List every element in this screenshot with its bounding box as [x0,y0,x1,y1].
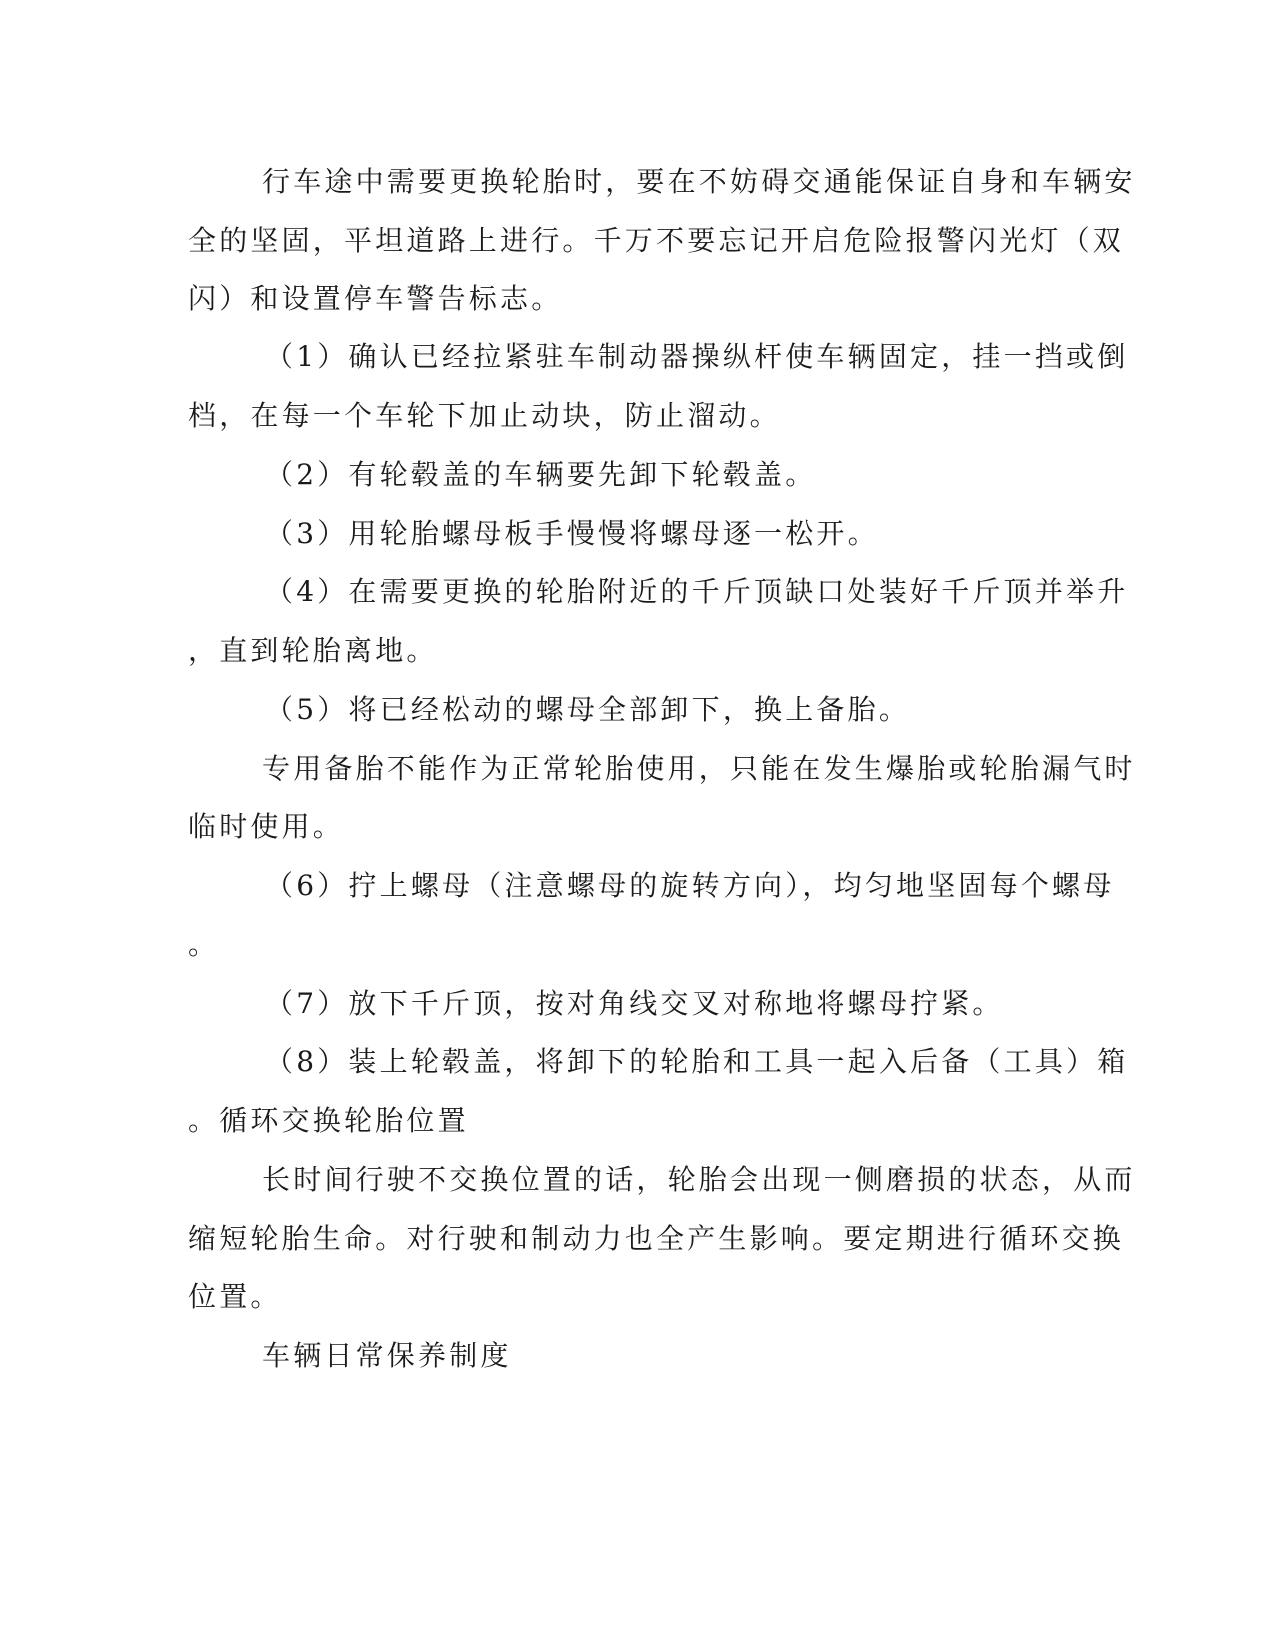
paragraph-line-1: 行车途中需要更换轮胎时，要在不妨碍交通能保证自身和车辆安 [262,165,1136,198]
step-2-line: （2）有轮毂盖的车辆要先卸下轮毂盖。 [265,458,817,491]
paragraph-line-2: 全的坚固，平坦道路上进行。千万不要忘记开启危险报警闪光灯（双 [188,224,1125,257]
rotation-paragraph-line-3: 位置。 [188,1280,282,1313]
spare-tire-note-line-2: 临时使用。 [188,810,345,843]
step-6-line-2: 。 [188,928,220,961]
step-4-line-2: ，直到轮胎离地。 [188,634,438,667]
spare-tire-note-line-1: 专用备胎不能作为正常轮胎使用，只能在发生爆胎或轮胎漏气时 [262,752,1136,785]
step-4-line-1: （4）在需要更换的轮胎附近的千斤顶缺口处装好千斤顶并举升 [265,575,1129,608]
paragraph-line-3: 闪）和设置停车警告标志。 [188,282,563,315]
step-8-line-1: （8）装上轮毂盖，将卸下的轮胎和工具一起入后备（工具）箱 [265,1045,1129,1078]
section-heading: 车辆日常保养制度 [262,1339,512,1372]
step-1-line-1: （1）确认已经拉紧驻车制动器操纵杆使车辆固定，挂一挡或倒 [265,340,1129,373]
step-6-line-1: （6）拧上螺母（注意螺母的旋转方向），均匀地坚固每个螺母 [265,869,1115,902]
step-1-line-2: 档，在每一个车轮下加止动块，防止溜动。 [188,399,781,432]
rotation-paragraph-line-1: 长时间行驶不交换位置的话，轮胎会出现一侧磨损的状态，从而 [262,1163,1136,1196]
step-7-line: （7）放下千斤顶，按对角线交叉对称地将螺母拧紧。 [265,987,1004,1020]
step-8-line-2: 。循环交换轮胎位置 [188,1104,469,1137]
step-3-line: （3）用轮胎螺母板手慢慢将螺母逐一松开。 [265,517,879,550]
rotation-paragraph-line-2: 缩短轮胎生命。对行驶和制动力也全产生影响。要定期进行循环交换 [188,1222,1125,1255]
step-5-line: （5）将已经松动的螺母全部卸下，换上备胎。 [265,693,911,726]
